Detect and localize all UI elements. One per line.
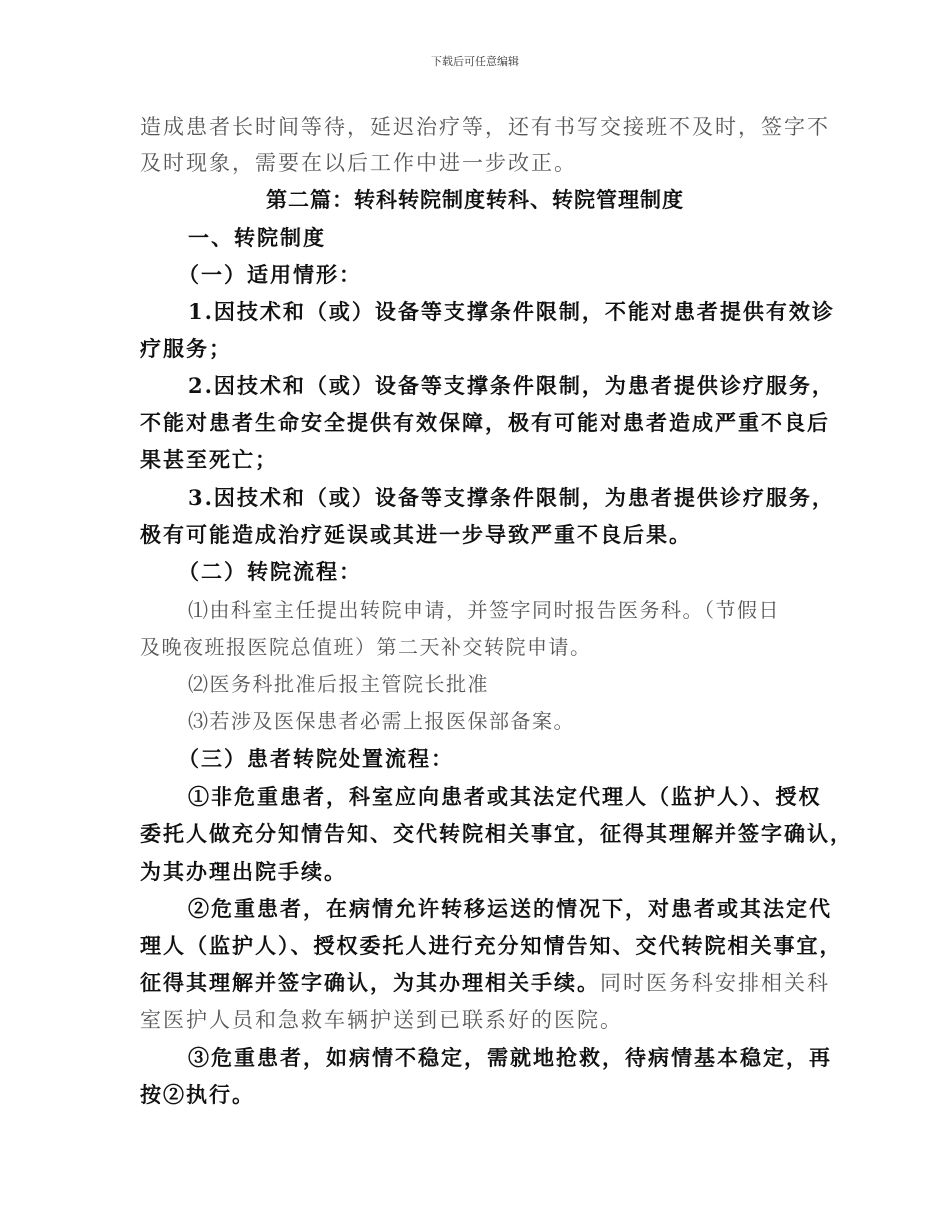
list-item-line: 按②执行。 bbox=[140, 1082, 255, 1107]
paragraph-line: 及时现象，需要在以后工作中进一步改正。 bbox=[140, 151, 577, 175]
process-step-line: ⑶若涉及医保患者必需上报医保部备案。 bbox=[188, 709, 575, 733]
normal-fragment: 同时医务科安排相关科 bbox=[600, 971, 830, 995]
list-item-line: ①非危重患者，科室应向患者或其法定代理人（监护人）、授权 bbox=[188, 784, 822, 809]
list-item-line: 委托人做充分知情告知、交代转院相关事宜，征得其理解并签字确认， bbox=[140, 821, 853, 846]
process-step-line: ⑴由科室主任提出转院申请，并签字同时报告医务科。（节假日 bbox=[188, 598, 780, 622]
process-step-line: 及晚夜班报医院总值班）第二天补交转院申请。 bbox=[140, 635, 592, 659]
list-item-line: 3.因技术和（或）设备等支撑条件限制，为患者提供诊疗服务， bbox=[188, 485, 835, 510]
list-item-line-mixed bbox=[140, 968, 830, 998]
list-item-line: 2.因技术和（或）设备等支撑条件限制，为患者提供诊疗服务， bbox=[188, 373, 835, 398]
bold-fragment: 征得其理解并签字确认，为其办理相关手续。 bbox=[140, 970, 600, 995]
list-item-line: 疗服务； bbox=[140, 336, 232, 361]
list-item-line: 果甚至死亡； bbox=[140, 447, 278, 472]
heading-level-2: （三）患者转院处置流程： bbox=[178, 746, 454, 771]
list-item-line: ③危重患者，如病情不稳定，需就地抢救，待病情基本稳定，再 bbox=[188, 1045, 832, 1070]
list-item-line: 1.因技术和（或）设备等支撑条件限制，不能对患者提供有效诊 bbox=[188, 299, 835, 324]
process-step-line: ⑵医务科批准后报主管院长批准 bbox=[188, 672, 489, 696]
list-item-line: 室医护人员和急救车辆护送到已联系好的医院。 bbox=[140, 1008, 623, 1032]
section-title: 第二篇：转科转院制度转科、转院管理制度 bbox=[266, 187, 684, 212]
list-item-line: ②危重患者，在病情允许转移运送的情况下，对患者或其法定代 bbox=[188, 896, 832, 921]
list-item-line: 不能对患者生命安全提供有效保障，极有可能对患者造成严重不良后 bbox=[140, 410, 830, 435]
list-item-line: 理人（监护人）、授权委托人进行充分知情告知、交代转院相关事宜， bbox=[140, 933, 843, 958]
page-header-note: 下载后可任意编辑 bbox=[431, 55, 519, 68]
heading-level-2: （一）适用情形： bbox=[178, 262, 362, 287]
list-item-line: 为其办理出院手续。 bbox=[140, 859, 347, 884]
paragraph-line: 造成患者长时间等待，延迟治疗等，还有书写交接班不及时，签字不 bbox=[140, 115, 830, 139]
heading-level-2: （二）转院流程： bbox=[178, 559, 362, 584]
list-item-line: 极有可能造成治疗延误或其进一步导致严重不良后果。 bbox=[140, 522, 692, 547]
heading-level-1: 一、转院制度 bbox=[188, 225, 326, 250]
